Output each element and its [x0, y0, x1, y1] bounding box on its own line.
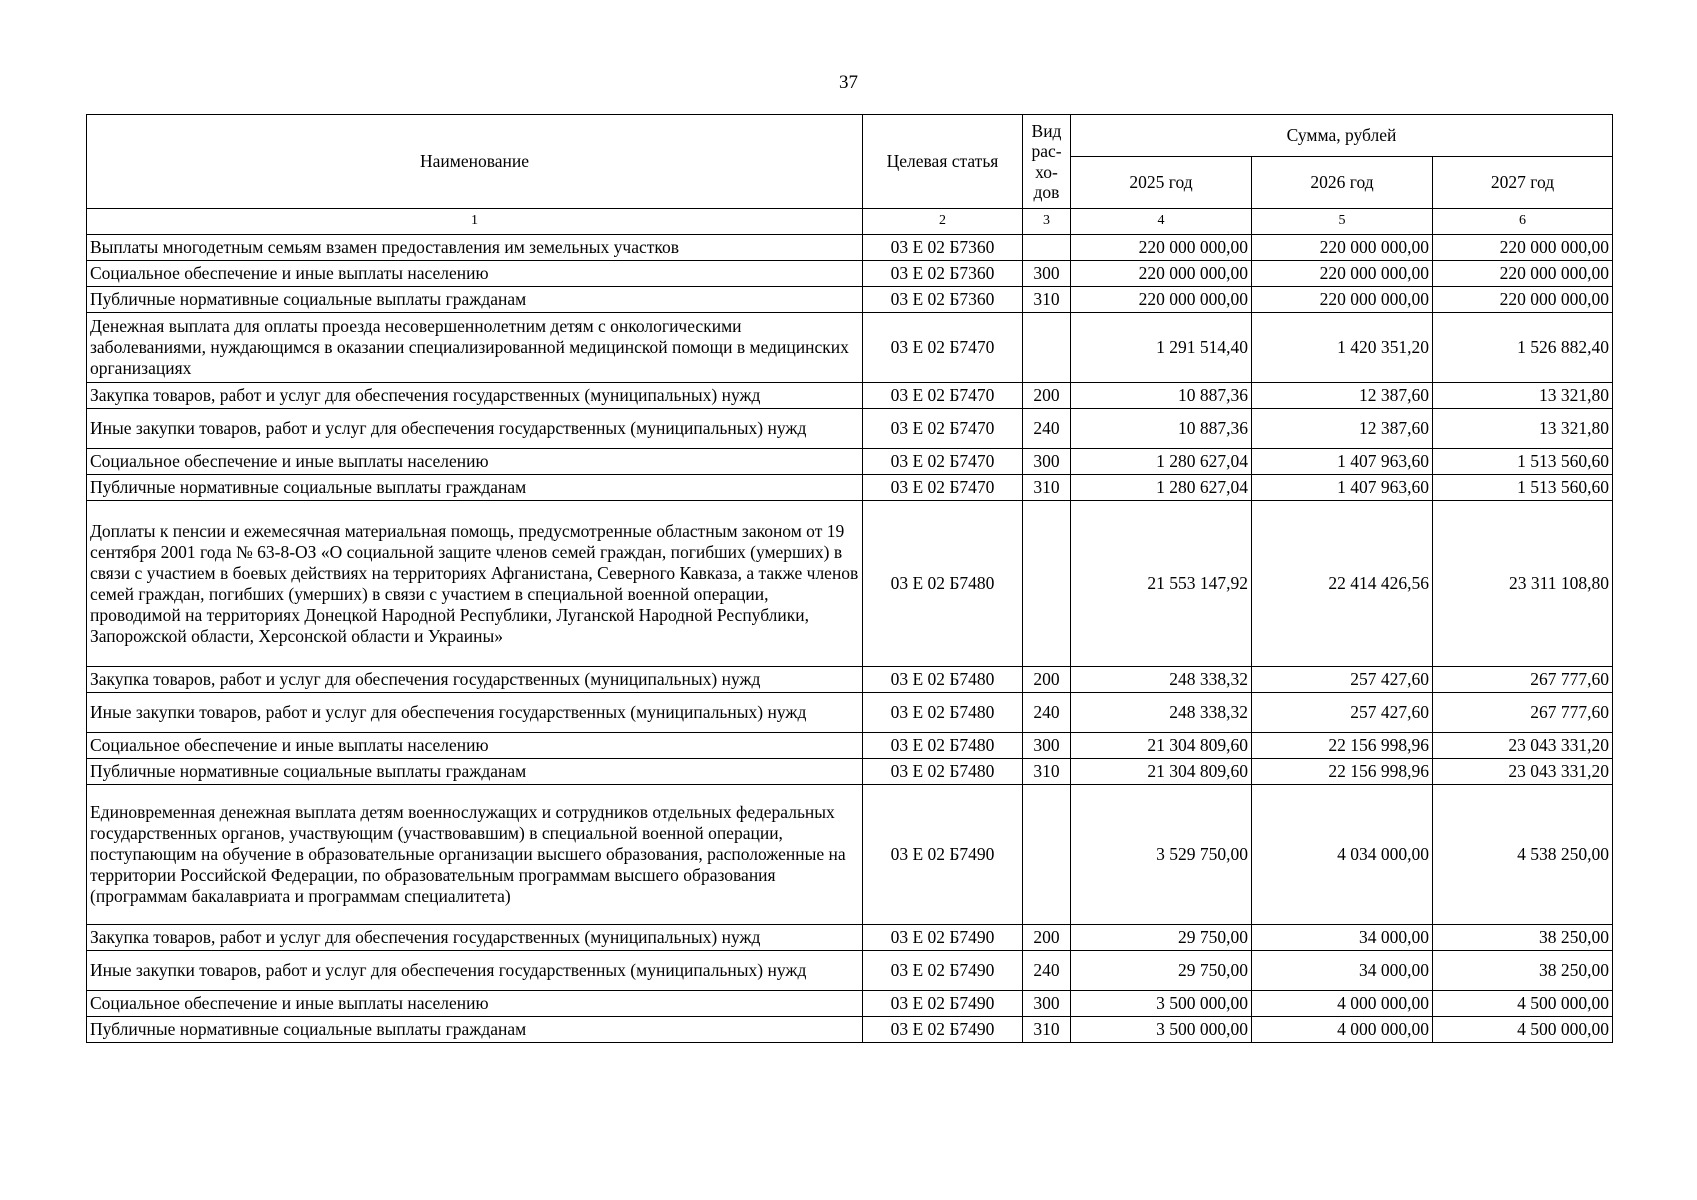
- row-amount-2027: 13 321,80: [1433, 383, 1613, 409]
- row-name: Публичные нормативные социальные выплаты гражданам: [87, 1017, 863, 1043]
- row-amount-2026: 4 034 000,00: [1252, 785, 1433, 925]
- row-amount-2027: 38 250,00: [1433, 951, 1613, 991]
- row-expense-kind: 310: [1023, 287, 1071, 313]
- row-name: Денежная выплата для оплаты проезда несовершеннолетним детям с онкологическими заболеваниями, нуждающимся в оказании специализированной медицинской помощи в медицинских организациях: [87, 313, 863, 383]
- row-target-code: 03 Е 02 Б7490: [863, 1017, 1023, 1043]
- row-amount-2025: 1 280 627,04: [1071, 475, 1252, 501]
- row-amount-2025: 21 304 809,60: [1071, 759, 1252, 785]
- row-expense-kind: [1023, 313, 1071, 383]
- column-number: 4: [1071, 209, 1252, 235]
- row-expense-kind: 310: [1023, 759, 1071, 785]
- table-row: [87, 313, 1613, 383]
- header-target: Целевая статья: [863, 115, 1023, 209]
- row-amount-2027: 1 513 560,60: [1433, 475, 1613, 501]
- row-amount-2026: 220 000 000,00: [1252, 235, 1433, 261]
- table-row: [87, 759, 1613, 785]
- row-amount-2026: 4 000 000,00: [1252, 1017, 1433, 1043]
- row-amount-2026: 34 000,00: [1252, 951, 1433, 991]
- row-name: Выплаты многодетным семьям взамен предоставления им земельных участков: [87, 235, 863, 261]
- column-number: 6: [1433, 209, 1613, 235]
- row-amount-2026: 12 387,60: [1252, 409, 1433, 449]
- table-row: [87, 1017, 1613, 1043]
- row-target-code: 03 Е 02 Б7490: [863, 925, 1023, 951]
- row-expense-kind: 300: [1023, 261, 1071, 287]
- row-amount-2027: 1 513 560,60: [1433, 449, 1613, 475]
- table-row: [87, 261, 1613, 287]
- row-amount-2026: 4 000 000,00: [1252, 991, 1433, 1017]
- row-expense-kind: 300: [1023, 991, 1071, 1017]
- row-amount-2027: 38 250,00: [1433, 925, 1613, 951]
- budget-table: [86, 114, 1613, 1043]
- row-expense-kind: 240: [1023, 409, 1071, 449]
- row-amount-2027: 4 500 000,00: [1433, 1017, 1613, 1043]
- row-expense-kind: [1023, 785, 1071, 925]
- row-amount-2027: 4 538 250,00: [1433, 785, 1613, 925]
- row-target-code: 03 Е 02 Б7470: [863, 383, 1023, 409]
- row-amount-2025: 3 500 000,00: [1071, 991, 1252, 1017]
- row-expense-kind: 310: [1023, 475, 1071, 501]
- header-year-2027: 2027 год: [1433, 157, 1613, 209]
- row-name: Единовременная денежная выплата детям военнослужащих и сотрудников отдельных федеральных государственных органов, участвующим (участвовавшим) в специальной военной операции, поступающим на обучение в образовательные организации высшего образования, расположенные на территории Российской Федерации, по образовательным программам высшего образования (программам бакалавриата и программам специалитета): [87, 785, 863, 925]
- row-expense-kind: 300: [1023, 733, 1071, 759]
- row-amount-2026: 22 156 998,96: [1252, 759, 1433, 785]
- table-row: [87, 449, 1613, 475]
- row-amount-2025: 21 553 147,92: [1071, 501, 1252, 667]
- table-row: [87, 475, 1613, 501]
- row-name: Иные закупки товаров, работ и услуг для обеспечения государственных (муниципальных) нужд: [87, 693, 863, 733]
- row-amount-2026: 220 000 000,00: [1252, 287, 1433, 313]
- row-target-code: 03 Е 02 Б7490: [863, 785, 1023, 925]
- row-amount-2026: 1 407 963,60: [1252, 475, 1433, 501]
- row-expense-kind: 310: [1023, 1017, 1071, 1043]
- row-target-code: 03 Е 02 Б7470: [863, 409, 1023, 449]
- row-amount-2026: 257 427,60: [1252, 693, 1433, 733]
- header-year-2026: 2026 год: [1252, 157, 1433, 209]
- row-name: Социальное обеспечение и иные выплаты населению: [87, 261, 863, 287]
- table-row: [87, 991, 1613, 1017]
- row-target-code: 03 Е 02 Б7480: [863, 693, 1023, 733]
- table-row: [87, 383, 1613, 409]
- table-row: [87, 235, 1613, 261]
- row-amount-2026: 22 156 998,96: [1252, 733, 1433, 759]
- row-amount-2025: 10 887,36: [1071, 409, 1252, 449]
- row-expense-kind: 240: [1023, 693, 1071, 733]
- header-year-2025: 2025 год: [1071, 157, 1252, 209]
- row-amount-2027: 23 043 331,20: [1433, 733, 1613, 759]
- row-amount-2025: 220 000 000,00: [1071, 235, 1252, 261]
- header-name: Наименование: [87, 115, 863, 209]
- page-number: 37: [839, 72, 858, 93]
- row-name: Публичные нормативные социальные выплаты гражданам: [87, 287, 863, 313]
- row-name: Социальное обеспечение и иные выплаты населению: [87, 449, 863, 475]
- row-expense-kind: 300: [1023, 449, 1071, 475]
- row-amount-2026: 1 420 351,20: [1252, 313, 1433, 383]
- row-amount-2025: 248 338,32: [1071, 693, 1252, 733]
- table-row: [87, 501, 1613, 667]
- row-target-code: 03 Е 02 Б7480: [863, 733, 1023, 759]
- row-expense-kind: 200: [1023, 383, 1071, 409]
- table-row: [87, 667, 1613, 693]
- row-amount-2025: 220 000 000,00: [1071, 261, 1252, 287]
- row-target-code: 03 Е 02 Б7480: [863, 759, 1023, 785]
- row-expense-kind: 240: [1023, 951, 1071, 991]
- row-target-code: 03 Е 02 Б7470: [863, 475, 1023, 501]
- row-target-code: 03 Е 02 Б7490: [863, 951, 1023, 991]
- row-amount-2027: 220 000 000,00: [1433, 287, 1613, 313]
- row-amount-2027: 1 526 882,40: [1433, 313, 1613, 383]
- row-amount-2026: 257 427,60: [1252, 667, 1433, 693]
- table-row: [87, 733, 1613, 759]
- row-amount-2026: 220 000 000,00: [1252, 261, 1433, 287]
- row-name: Доплаты к пенсии и ежемесячная материальная помощь, предусмотренные областным законом от 19 сентября 2001 года № 63-8-ОЗ «О социальной защите членов семей граждан, погибших (умерших) в связи с участием в боевых действиях на территориях Афганистана, Северного Кавказа, а также членов семей граждан, погибших (умерших) в связи с участием в специальной военной операции, проводимой на территориях Донецкой Народной Республики, Луганской Народной Республики, Запорожской области, Херсонской области и Украины»: [87, 501, 863, 667]
- row-name: Закупка товаров, работ и услуг для обеспечения государственных (муниципальных) нужд: [87, 383, 863, 409]
- row-amount-2026: 1 407 963,60: [1252, 449, 1433, 475]
- row-amount-2027: 220 000 000,00: [1433, 261, 1613, 287]
- table-row: [87, 287, 1613, 313]
- row-amount-2026: 22 414 426,56: [1252, 501, 1433, 667]
- column-number: 5: [1252, 209, 1433, 235]
- row-target-code: 03 Е 02 Б7360: [863, 235, 1023, 261]
- table-row: [87, 693, 1613, 733]
- row-amount-2025: 220 000 000,00: [1071, 287, 1252, 313]
- row-expense-kind: 200: [1023, 667, 1071, 693]
- row-amount-2027: 220 000 000,00: [1433, 235, 1613, 261]
- row-expense-kind: 200: [1023, 925, 1071, 951]
- row-target-code: 03 Е 02 Б7490: [863, 991, 1023, 1017]
- table-row: [87, 409, 1613, 449]
- row-expense-kind: [1023, 235, 1071, 261]
- column-number: 3: [1023, 209, 1071, 235]
- row-target-code: 03 Е 02 Б7470: [863, 449, 1023, 475]
- row-amount-2025: 10 887,36: [1071, 383, 1252, 409]
- table-row: [87, 925, 1613, 951]
- row-amount-2027: 23 043 331,20: [1433, 759, 1613, 785]
- row-target-code: 03 Е 02 Б7360: [863, 261, 1023, 287]
- row-expense-kind: [1023, 501, 1071, 667]
- row-amount-2025: 1 280 627,04: [1071, 449, 1252, 475]
- row-amount-2027: 267 777,60: [1433, 693, 1613, 733]
- row-amount-2025: 21 304 809,60: [1071, 733, 1252, 759]
- row-target-code: 03 Е 02 Б7360: [863, 287, 1023, 313]
- row-target-code: 03 Е 02 Б7470: [863, 313, 1023, 383]
- row-amount-2025: 1 291 514,40: [1071, 313, 1252, 383]
- row-amount-2026: 12 387,60: [1252, 383, 1433, 409]
- row-amount-2025: 29 750,00: [1071, 925, 1252, 951]
- row-amount-2026: 34 000,00: [1252, 925, 1433, 951]
- row-name: Социальное обеспечение и иные выплаты населению: [87, 991, 863, 1017]
- row-amount-2025: 3 529 750,00: [1071, 785, 1252, 925]
- table-row: [87, 785, 1613, 925]
- row-name: Иные закупки товаров, работ и услуг для обеспечения государственных (муниципальных) нужд: [87, 951, 863, 991]
- header-sum: Сумма, рублей: [1071, 115, 1613, 157]
- row-target-code: 03 Е 02 Б7480: [863, 667, 1023, 693]
- row-amount-2027: 4 500 000,00: [1433, 991, 1613, 1017]
- column-number: 1: [87, 209, 863, 235]
- row-amount-2025: 3 500 000,00: [1071, 1017, 1252, 1043]
- row-amount-2027: 267 777,60: [1433, 667, 1613, 693]
- row-amount-2025: 29 750,00: [1071, 951, 1252, 991]
- row-amount-2025: 248 338,32: [1071, 667, 1252, 693]
- row-name: Публичные нормативные социальные выплаты гражданам: [87, 759, 863, 785]
- table-row: [87, 951, 1613, 991]
- row-name: Закупка товаров, работ и услуг для обеспечения государственных (муниципальных) нужд: [87, 667, 863, 693]
- header-kind: Вид рас-хо-дов: [1023, 115, 1071, 209]
- row-name: Закупка товаров, работ и услуг для обеспечения государственных (муниципальных) нужд: [87, 925, 863, 951]
- row-name: Социальное обеспечение и иные выплаты населению: [87, 733, 863, 759]
- row-name: Иные закупки товаров, работ и услуг для обеспечения государственных (муниципальных) нужд: [87, 409, 863, 449]
- row-amount-2027: 23 311 108,80: [1433, 501, 1613, 667]
- row-target-code: 03 Е 02 Б7480: [863, 501, 1023, 667]
- row-amount-2027: 13 321,80: [1433, 409, 1613, 449]
- column-number: 2: [863, 209, 1023, 235]
- row-name: Публичные нормативные социальные выплаты гражданам: [87, 475, 863, 501]
